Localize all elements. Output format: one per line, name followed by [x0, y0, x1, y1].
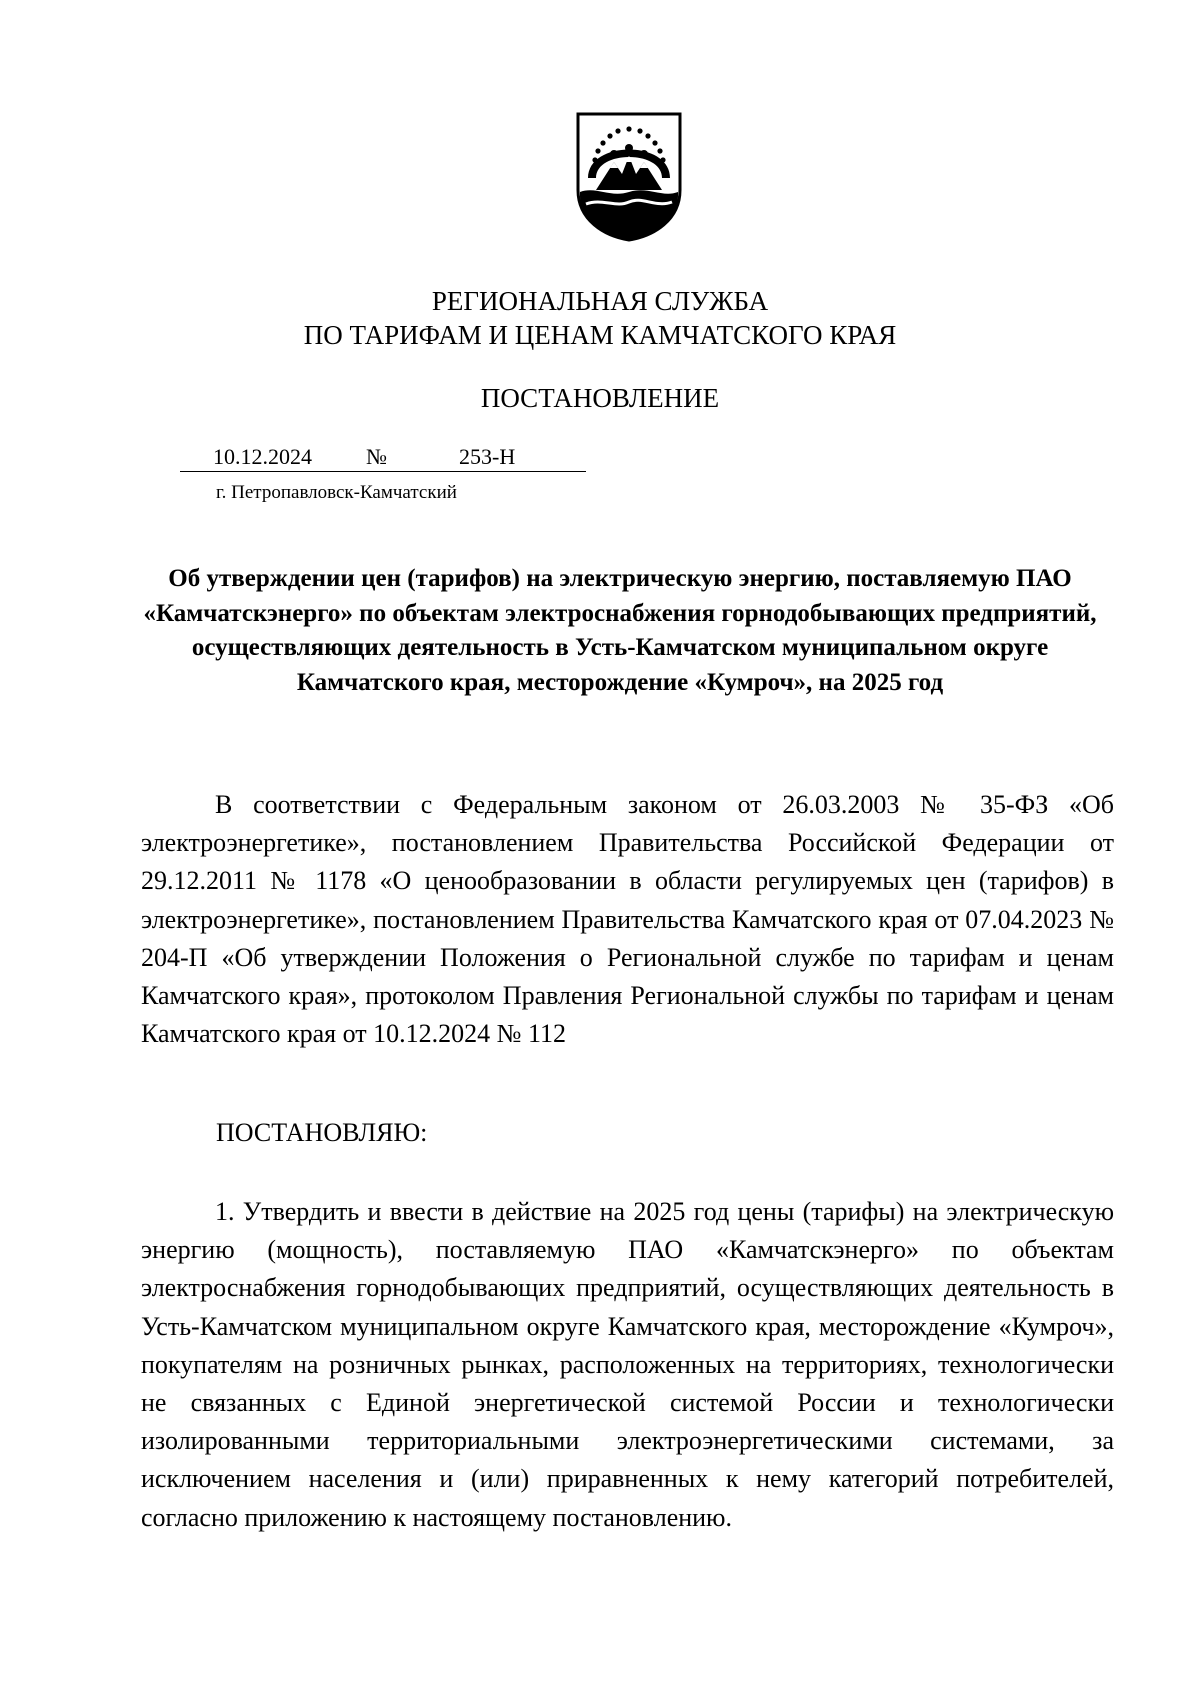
preamble-paragraph: В соответствии с Федеральным законом от 26.03.2003 № 35-ФЗ «Об электроэнергетике», постановлением Правительства Российской Федерации от 29.12.2011 № 1178 «О ценообразовании в области регулируемых цен (тарифов) в электроэнергетике», постановлением Правительства Камчатского края от 07.04.2023 № 204-П «Об утверждении Положения о Региональной службе по тарифам и ценам Камчатского края», протоколом Правления Региональной службы по тарифам и ценам Камчатского края от 10.12.2024 № 112	[141, 790, 1114, 1049]
document-type: ПОСТАНОВЛЕНИЕ	[480, 383, 720, 413]
document-date: 10.12.2024	[213, 444, 312, 469]
item-1-paragraph: 1. Утвердить и ввести в действие на 2025 год цены (тарифы) на электрическую энергию (мощность), поставляемую ПАО «Камчатскэнерго» по объектам электроснабжения горнодобывающих предприятий, осуществляющих деятельность в Усть-Камчатском муниципальном округе Камчатского края, месторождение «Кумроч», покупателям на розничных рынках, расположенных на территориях, технологически не связанных с Единой энергетической системой России и технологически изолированными территориальными электроэнергетическими системами, за исключением населения и (или) приравненных к нему категорий потребителей, согласно приложению к настоящему постановлению.	[141, 1197, 1114, 1532]
meta-underline	[180, 471, 586, 472]
document-number: 253-Н	[459, 444, 516, 469]
organization-name-line1: РЕГИОНАЛЬНАЯ СЛУЖБА	[431, 286, 769, 316]
kamchatka-coat-of-arms-icon	[576, 112, 682, 242]
document-city: г. Петропавловск-Камчатский	[216, 482, 457, 503]
number-sign: №	[366, 444, 387, 469]
resolve-heading: ПОСТАНОВЛЯЮ:	[216, 1118, 428, 1147]
organization-name-line2: ПО ТАРИФАМ И ЦЕНАМ КАМЧАТСКОГО КРАЯ	[303, 320, 897, 350]
document-title: Об утверждении цен (тарифов) на электрическую энергию, поставляемую ПАО «Камчатскэнерго» по объектам электроснабжения горнодобывающих предприятий, осуществляющих деятельность в Усть-Камчатском муниципальном округе Камчатского края, месторождение «Кумроч», на 2025 год	[143, 565, 1097, 696]
